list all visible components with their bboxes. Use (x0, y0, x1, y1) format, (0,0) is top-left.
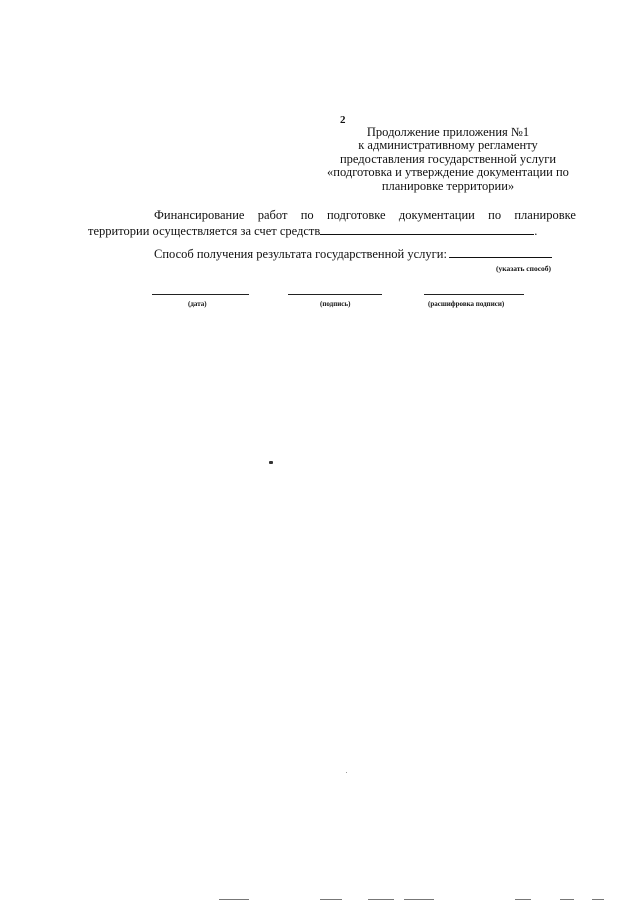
word: документации (398, 208, 475, 222)
header-line-4: «подготовка и утверждение документации по (327, 165, 569, 180)
signature-line[interactable] (288, 294, 382, 295)
financing-line-1 (88, 207, 576, 223)
signature-decoding-caption: (расшифровка подписи) (428, 300, 505, 308)
header-line-2: к административному регламенту (358, 138, 538, 153)
word: работ (257, 208, 288, 222)
signature-decoding-line[interactable] (424, 294, 524, 295)
header-line-1: Продолжение приложения №1 (366, 125, 530, 139)
bottom-scan-mark (320, 899, 342, 900)
bottom-scan-mark (368, 899, 394, 900)
word: подготовке (326, 208, 386, 222)
financing-source-blank[interactable] (320, 223, 534, 235)
bottom-scan-mark (592, 899, 604, 900)
financing-source-label: территории осуществляется за счет средств (88, 224, 321, 238)
appendix-header (300, 126, 596, 193)
word: планировке (514, 208, 576, 222)
method-hint: (указать способ) (496, 264, 552, 273)
bottom-scan-mark (404, 899, 434, 900)
method-paragraph (88, 246, 640, 262)
signature-caption: (подпись) (320, 300, 351, 308)
scan-speck (346, 772, 347, 773)
bottom-scan-mark (560, 899, 574, 900)
method-label: Способ получения результата государственной услуги: (154, 247, 447, 261)
bottom-scan-mark (219, 899, 249, 900)
word: по (300, 208, 314, 222)
scan-speck (269, 461, 273, 464)
header-line-5: планировке территории» (381, 178, 515, 193)
page-number: 2 (340, 114, 346, 126)
word: по (488, 208, 502, 222)
header-line-3: предоставления государственной услуги (339, 151, 557, 166)
financing-period: . (534, 224, 538, 238)
method-blank[interactable] (449, 246, 552, 258)
bottom-scan-mark (515, 899, 531, 900)
date-caption: (дата) (188, 300, 207, 308)
financing-paragraph (88, 207, 576, 239)
word: Финансирование (154, 208, 245, 222)
date-line[interactable] (152, 294, 249, 295)
financing-line-2 (88, 223, 576, 239)
